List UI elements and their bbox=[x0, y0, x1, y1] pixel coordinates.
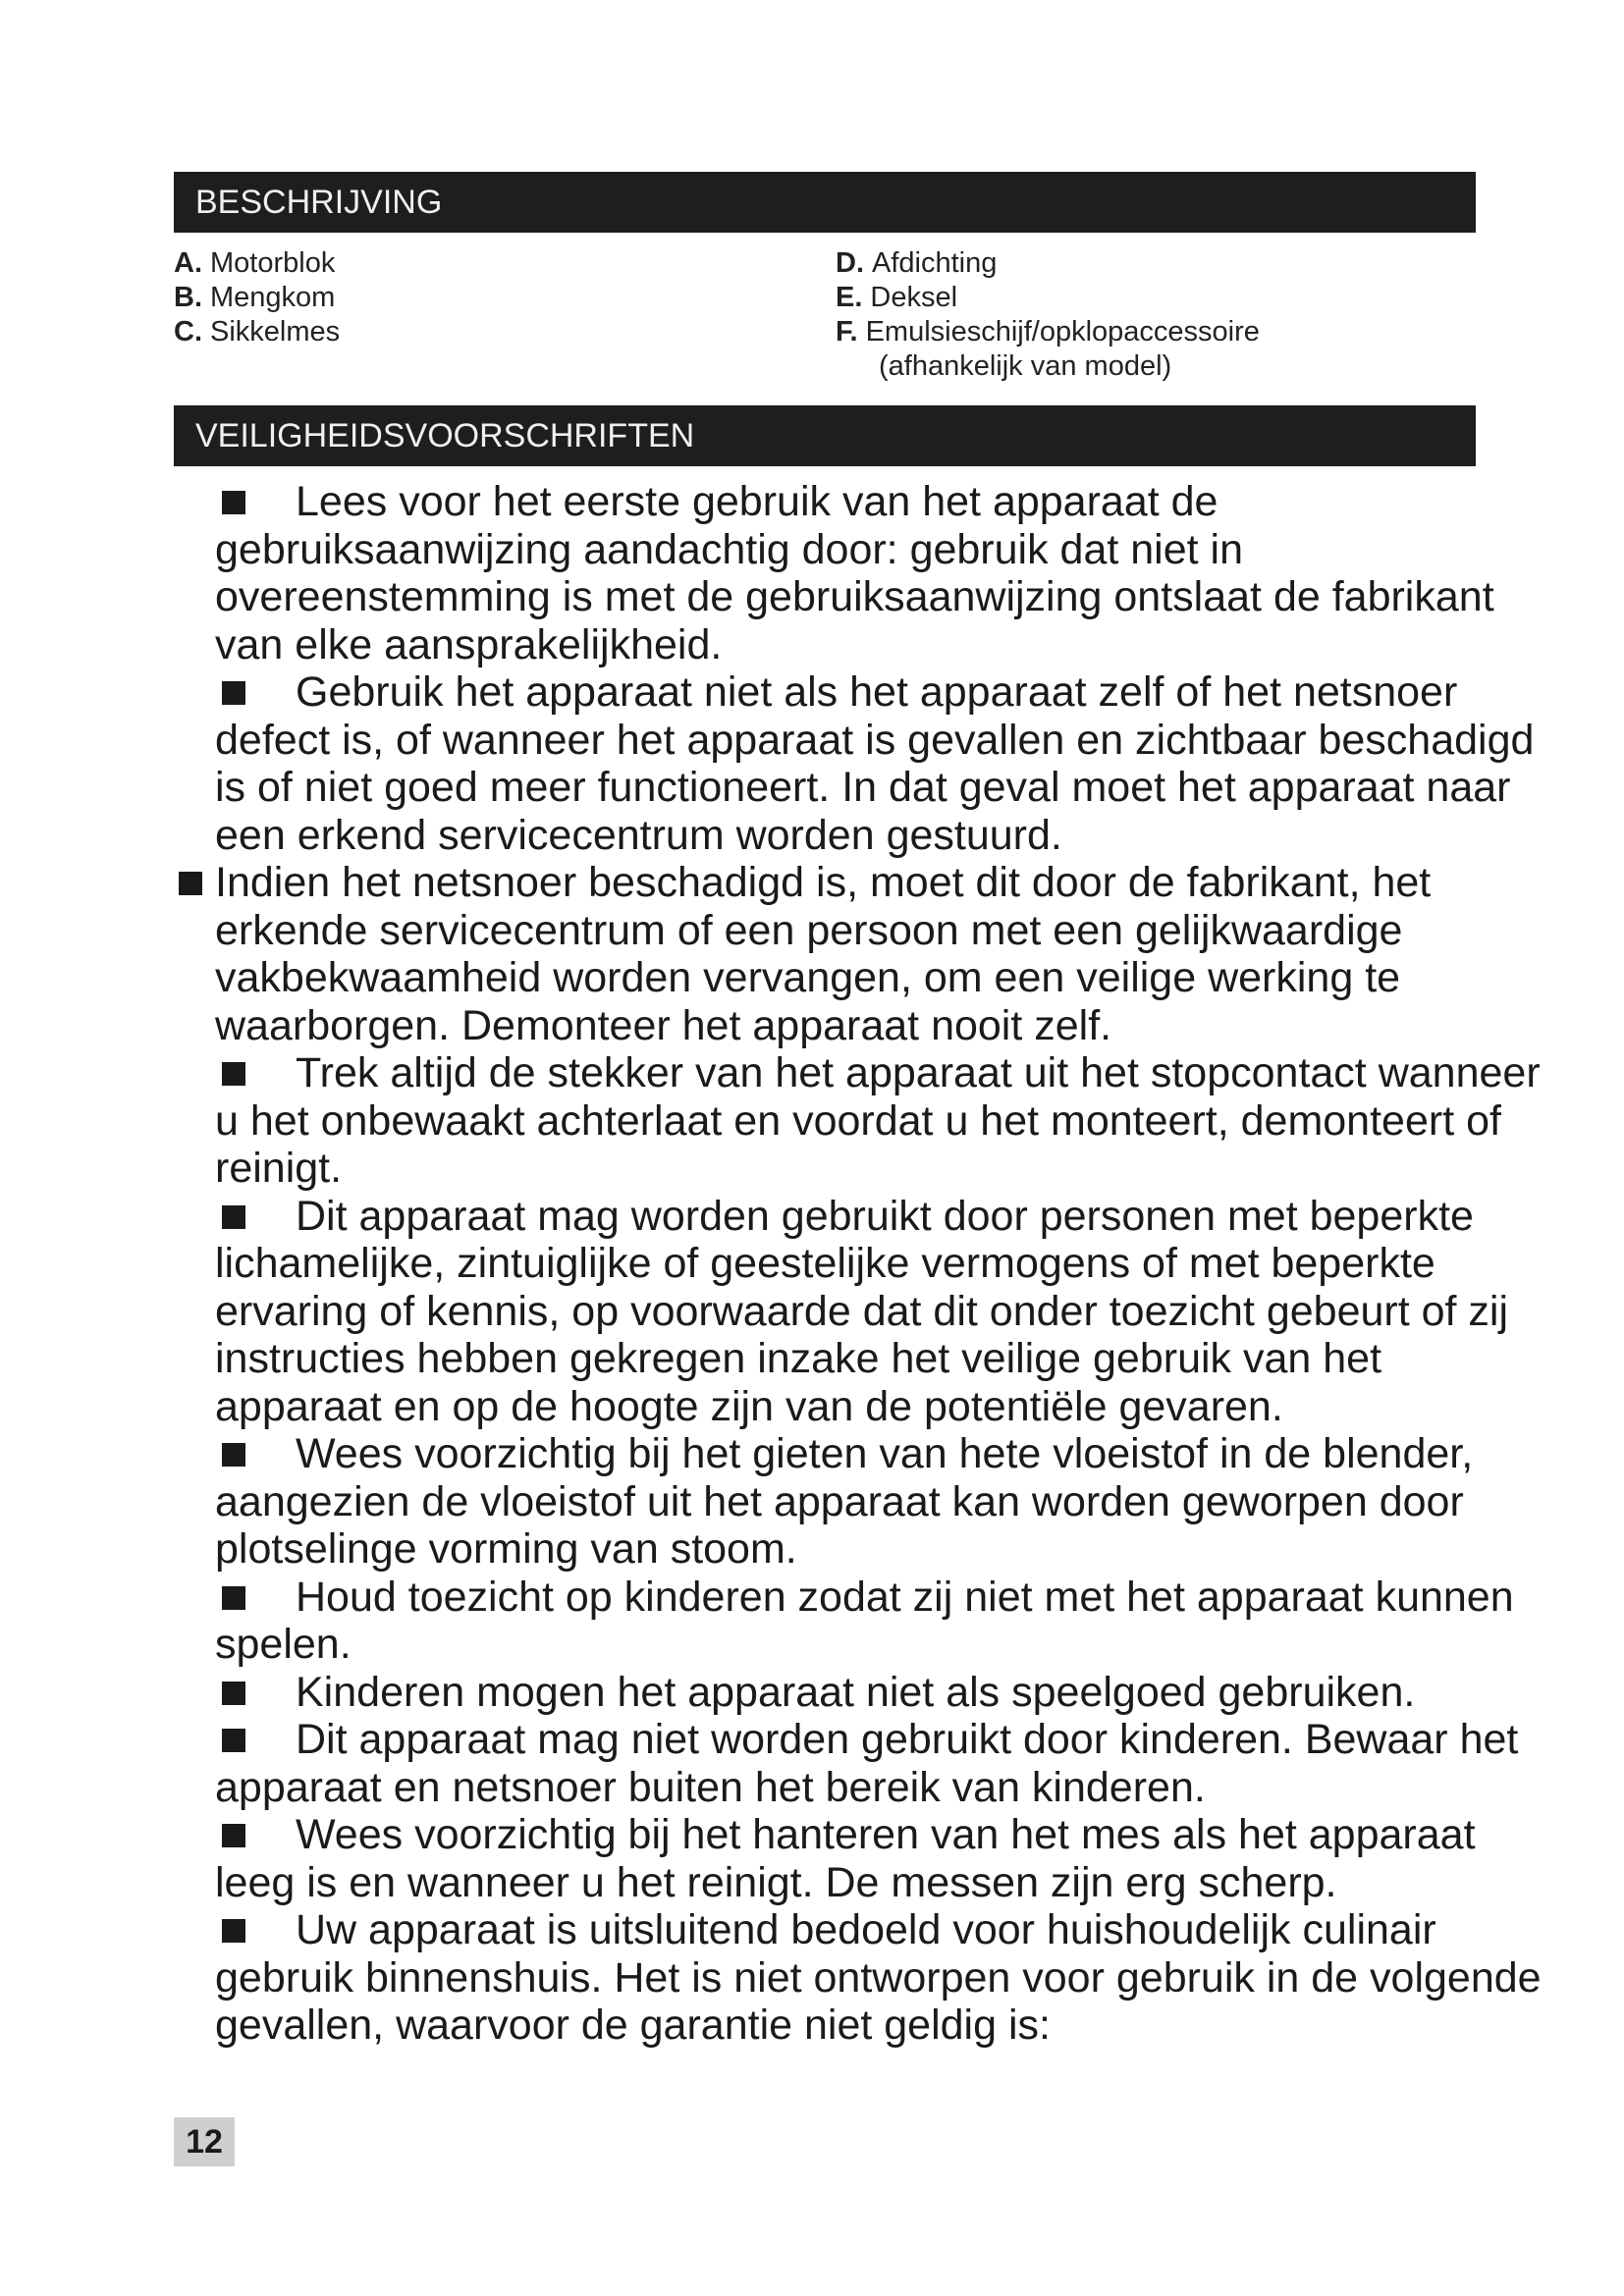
description-list-left bbox=[174, 246, 763, 349]
item-label: Deksel bbox=[870, 282, 958, 313]
square-bullet-icon bbox=[222, 1729, 245, 1752]
item-label: Mengkom bbox=[210, 282, 336, 313]
item-label: Afdichting bbox=[872, 247, 998, 279]
safety-rule bbox=[174, 1811, 1548, 1906]
description-item bbox=[174, 246, 763, 281]
safety-rules bbox=[174, 478, 1548, 2050]
square-bullet-icon bbox=[222, 1682, 245, 1705]
item-letter: D. bbox=[836, 247, 864, 279]
description-item bbox=[836, 315, 1464, 349]
item-label: Motorblok bbox=[210, 247, 336, 279]
square-bullet-icon bbox=[222, 681, 245, 705]
description-item-note bbox=[836, 349, 1464, 384]
item-letter: A. bbox=[174, 247, 202, 279]
safety-rule-text: Kinderen mogen het apparaat niet als speelgoed gebruiken. bbox=[296, 1668, 1416, 1716]
item-note: (afhankelijk van model) bbox=[879, 350, 1172, 382]
square-bullet-icon bbox=[222, 1824, 245, 1847]
safety-rule-text: Wees voorzichtig bij het hanteren van het mes als het apparaat leeg is en wanneer u het reinigt. De messen zijn erg scherp. bbox=[215, 1811, 1476, 1906]
safety-rule-text: Wees voorzichtig bij het gieten van hete vloeistof in de blender, aangezien de vloeistof uit het apparaat kan worden geworpen door plotselinge vorming van stoom. bbox=[215, 1430, 1474, 1573]
description-item bbox=[174, 281, 763, 315]
safety-rule bbox=[174, 1669, 1548, 1717]
item-letter: F. bbox=[836, 316, 858, 347]
description-item bbox=[174, 315, 763, 349]
item-letter: B. bbox=[174, 282, 202, 313]
safety-rule bbox=[174, 859, 1548, 1049]
safety-rule-text: Trek altijd de stekker van het apparaat uit het stopcontact wanneer u het onbewaakt achterlaat en voordat u het monteert, demonteert of reinigt. bbox=[215, 1049, 1541, 1192]
square-bullet-icon bbox=[222, 1205, 245, 1229]
item-letter: E. bbox=[836, 282, 863, 313]
safety-rule bbox=[174, 1906, 1548, 2050]
safety-rule bbox=[174, 1574, 1548, 1669]
square-bullet-icon bbox=[179, 872, 202, 895]
description-list-right bbox=[836, 246, 1464, 384]
item-label: Emulsieschijf/opklopaccessoire bbox=[865, 316, 1260, 347]
square-bullet-icon bbox=[222, 1443, 245, 1467]
square-bullet-icon bbox=[222, 1919, 245, 1943]
safety-rule-text: Dit apparaat mag worden gebruikt door personen met beperkte lichamelijke, zintuiglijke of geestelijke vermogens of met beperkte ervaring of kennis, op voorwaarde dat dit onder toezicht gebeurt of zij instructies hebben gekregen inzake het veilige gebruik van het apparaat en op de hoogte zijn van de potentiële gevaren. bbox=[215, 1192, 1509, 1430]
safety-rule bbox=[174, 478, 1548, 668]
safety-rule-text: Houd toezicht op kinderen zodat zij niet met het apparaat kunnen spelen. bbox=[215, 1573, 1514, 1668]
safety-rule-text: Indien het netsnoer beschadigd is, moet dit door de fabrikant, het erkende servicecentrum of een persoon met een gelijkwaardige vakbekwaamheid worden vervangen, om een veilige werking te waarborgen. Demonteer het apparaat nooit zelf. bbox=[215, 859, 1432, 1049]
square-bullet-icon bbox=[222, 1062, 245, 1086]
item-label: Sikkelmes bbox=[210, 316, 341, 347]
safety-rule-text: Dit apparaat mag niet worden gebruikt door kinderen. Bewaar het apparaat en netsnoer buiten het bereik van kinderen. bbox=[215, 1716, 1519, 1811]
square-bullet-icon bbox=[222, 491, 245, 514]
safety-header bbox=[174, 405, 1476, 466]
safety-rule bbox=[174, 668, 1548, 859]
safety-rule-text: Lees voor het eerste gebruik van het apparaat de gebruiksaanwijzing aandachtig door: gebruik dat niet in overeenstemming is met de gebruiksaanwijzing ontslaat de fabrikant van elke aansprakelijkheid. bbox=[215, 478, 1494, 668]
safety-rule bbox=[174, 1716, 1548, 1811]
safety-rule-text: Uw apparaat is uitsluitend bedoeld voor huishoudelijk culinair gebruik binnenshuis. Het is niet ontworpen voor gebruik in de volgende gevallen, waarvoor de garantie niet geldig is: bbox=[215, 1906, 1542, 2049]
safety-rule bbox=[174, 1193, 1548, 1431]
description-title: BESCHRIJVING bbox=[195, 184, 443, 221]
description-header bbox=[174, 172, 1476, 233]
square-bullet-icon bbox=[222, 1586, 245, 1610]
description-item bbox=[836, 246, 1464, 281]
description-item bbox=[836, 281, 1464, 315]
item-letter: C. bbox=[174, 316, 202, 347]
safety-rule-text: Gebruik het apparaat niet als het apparaat zelf of het netsnoer defect is, of wanneer het apparaat is gevallen en zichtbaar beschadigd is of niet goed meer functioneert. In dat geval moet het apparaat naar een erkend servicecentrum worden gestuurd. bbox=[215, 668, 1535, 859]
safety-rule bbox=[174, 1049, 1548, 1193]
safety-rule bbox=[174, 1430, 1548, 1574]
safety-title: VEILIGHEIDSVOORSCHRIFTEN bbox=[195, 417, 695, 454]
page-number: 12 bbox=[174, 2117, 235, 2166]
